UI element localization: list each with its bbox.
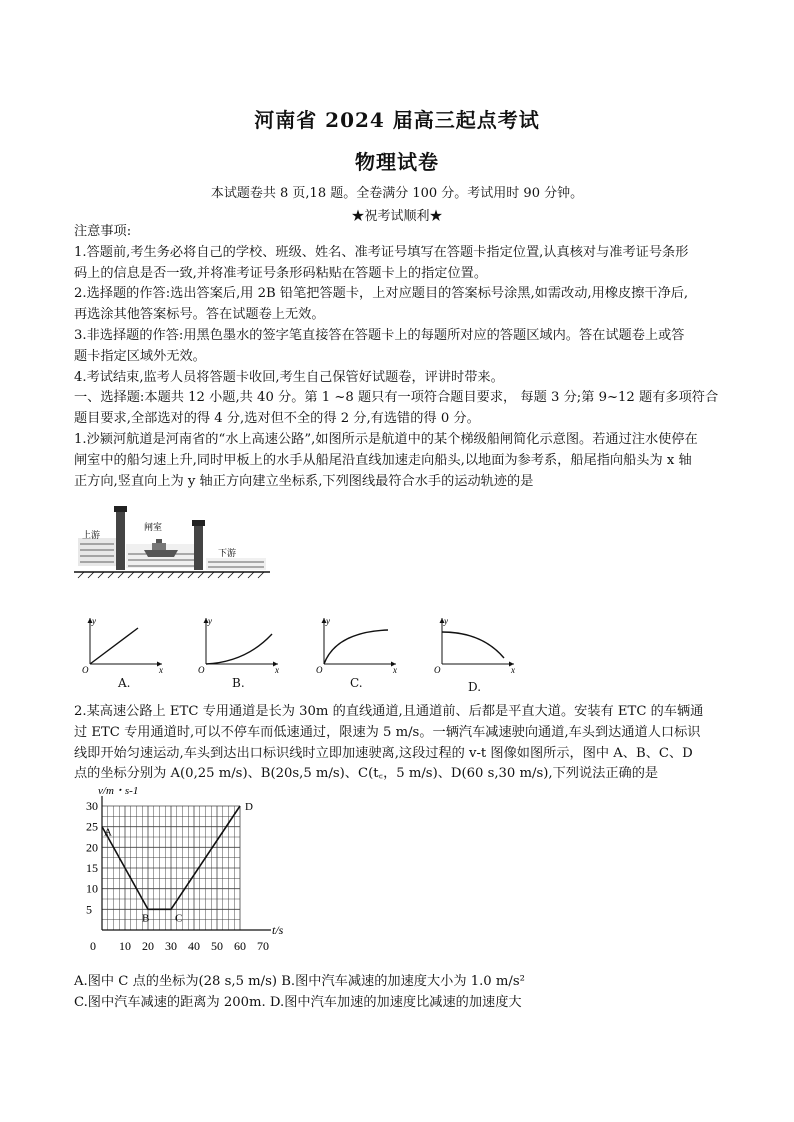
option-a-graph bbox=[80, 612, 170, 674]
point-label-d: D bbox=[245, 801, 253, 813]
q1-line: 闸室中的船匀速上升,同时甲板上的水手从船尾沿直线加速走向船头,以地面为参考系，船尾指向船头为 x 轴 bbox=[74, 452, 692, 468]
y-tick-label: 30 bbox=[86, 799, 98, 813]
notes-block bbox=[74, 222, 724, 492]
q1-line: 1.沙颍河航道是河南省的“水上高速公路”,如图所示是航道中的某个梯级船闸简化示意图。若通过注水使停在 bbox=[74, 431, 698, 447]
y-tick-label: 25 bbox=[86, 819, 98, 834]
q2-answer-line: A.图中 C 点的坐标为(28 s,5 m/s) B.图中汽车减速的加速度大小为 1.0 m/s² bbox=[74, 974, 525, 989]
q2-block bbox=[74, 702, 724, 785]
option-c-label: C. bbox=[350, 676, 363, 690]
exam-info: 本试题卷共 8 页,18 题。全卷满分 100 分。考试用时 90 分钟。 bbox=[210, 186, 584, 201]
point-label-a: A bbox=[104, 826, 112, 839]
upstream-label: 上游 bbox=[82, 530, 101, 540]
x-tick-label: 40 bbox=[188, 939, 200, 953]
notes-heading: 注意事项: bbox=[74, 224, 132, 239]
notes-line: 题卡指定区域外无效。 bbox=[74, 348, 206, 364]
notes-line: 再选涂其他答案标号。答在试题卷上无效。 bbox=[74, 307, 325, 323]
chart-xlabel: t/s bbox=[272, 923, 284, 937]
x-tick-label: 0 bbox=[90, 939, 96, 953]
option-c-graph bbox=[314, 612, 404, 674]
ship-lock-diagram bbox=[74, 500, 274, 590]
axis-y-label: y bbox=[326, 616, 330, 626]
axis-x-label: x bbox=[275, 665, 279, 674]
q2-answers bbox=[74, 972, 724, 1014]
option-d-graph bbox=[432, 612, 522, 674]
axis-y-label: y bbox=[208, 616, 212, 626]
section1-line: 一、选择题:本题共 12 小题,共 40 分。第 1 ~8 题只有一项符合题目要求， 每题 3 分;第 9~12 题有多项符合 bbox=[74, 390, 719, 406]
option-b-graph bbox=[196, 612, 286, 674]
vt-chart bbox=[74, 782, 304, 967]
point-label-c: C bbox=[175, 912, 183, 925]
x-tick-label: 70 bbox=[257, 939, 269, 953]
q2-line: 线即开始匀速运动,车头到达出口标识线时立即加速驶离,这段过程的 v-t 图像如图所示，图中 A、B、C、D bbox=[74, 745, 693, 761]
option-d-label: D. bbox=[468, 680, 482, 694]
option-b-label: B. bbox=[232, 676, 245, 690]
downstream-label: 下游 bbox=[218, 548, 237, 558]
chart-grid bbox=[102, 796, 271, 930]
axis-y-label: y bbox=[92, 616, 96, 626]
origin-label: O bbox=[82, 665, 89, 674]
x-tick-label: 20 bbox=[142, 939, 154, 953]
x-tick-label: 30 bbox=[165, 939, 177, 953]
axis-x-label: x bbox=[159, 665, 163, 674]
axis-y-label: y bbox=[444, 616, 448, 626]
axis-x-label: x bbox=[511, 665, 515, 674]
x-tick-label: 10 bbox=[119, 939, 131, 953]
point-label-b: B bbox=[142, 912, 150, 925]
q2-answer-line: C.图中汽车减速的距离为 200m. D.图中汽车加速的加速度比减速的加速度大 bbox=[74, 994, 522, 1010]
y-tick-label: 5 bbox=[86, 902, 92, 917]
notes-line: 1.答题前,考生务必将自己的学校、班级、姓名、准考证号填写在答题卡指定位置,认真核对与准考证号条形 bbox=[74, 244, 689, 260]
chamber-label: 闸室 bbox=[144, 522, 163, 532]
q2-line: 过 ETC 专用通道时,可以不停车而低速通过，限速为 5 m/s。一辆汽车减速驶向通道,车头到达通道人口标识 bbox=[74, 724, 701, 740]
y-tick-label: 10 bbox=[86, 881, 98, 896]
exam-subtitle: 物理试卷 bbox=[355, 150, 439, 174]
y-tick-label: 20 bbox=[86, 840, 98, 855]
exam-title: 河南省 2024 届高三起点考试 bbox=[254, 108, 540, 132]
q2-line: 2.某高速公路上 ETC 专用通道是长为 30m 的直线通道,且通道前、后都是平直大道。安装有 ETC 的车辆通 bbox=[74, 704, 704, 719]
x-tick-label: 60 bbox=[234, 939, 246, 953]
q2-line: 点的坐标分别为 A(0,25 m/s)、B(20s,5 m/s)、C(t꜀，5 m/s)、D(60 s,30 m/s),下列说法正确的是 bbox=[74, 766, 659, 782]
chart-ylabel: v/m・s-1 bbox=[98, 785, 139, 797]
origin-label: O bbox=[434, 665, 441, 674]
section1-line: 题目要求,全部选对的得 4 分,选对但不全的得 2 分,有选错的得 0 分。 bbox=[74, 411, 480, 427]
axis-x-label: x bbox=[393, 665, 397, 674]
origin-label: O bbox=[198, 665, 205, 674]
x-tick-label: 50 bbox=[211, 939, 223, 953]
exam-wish: ★祝考试顺利★ bbox=[351, 209, 443, 224]
notes-line: 3.非选择题的作答:用黑色墨水的签字笔直接答在答题卡上的每题所对应的答题区域内。答在试题卷上或答 bbox=[74, 327, 685, 343]
y-tick-label: 15 bbox=[86, 861, 98, 875]
q1-line: 正方向,竖直向上为 y 轴正方向建立坐标系,下列图线最符合水手的运动轨迹的是 bbox=[74, 473, 534, 489]
notes-line: 4.考试结束,监考人员将答题卡收回,考生自己保管好试题卷，评讲时带来。 bbox=[74, 369, 504, 385]
notes-line: 2.选择题的作答:选出答案后,用 2B 铅笔把答题卡，上对应题目的答案标号涂黑,如需改动,用橡皮擦干净后, bbox=[74, 286, 689, 302]
notes-line: 码上的信息是否一致,并将准考证号条形码粘贴在答题卡上的指定位置。 bbox=[74, 265, 488, 281]
option-a-label: A. bbox=[118, 676, 131, 690]
origin-label: O bbox=[316, 665, 323, 674]
